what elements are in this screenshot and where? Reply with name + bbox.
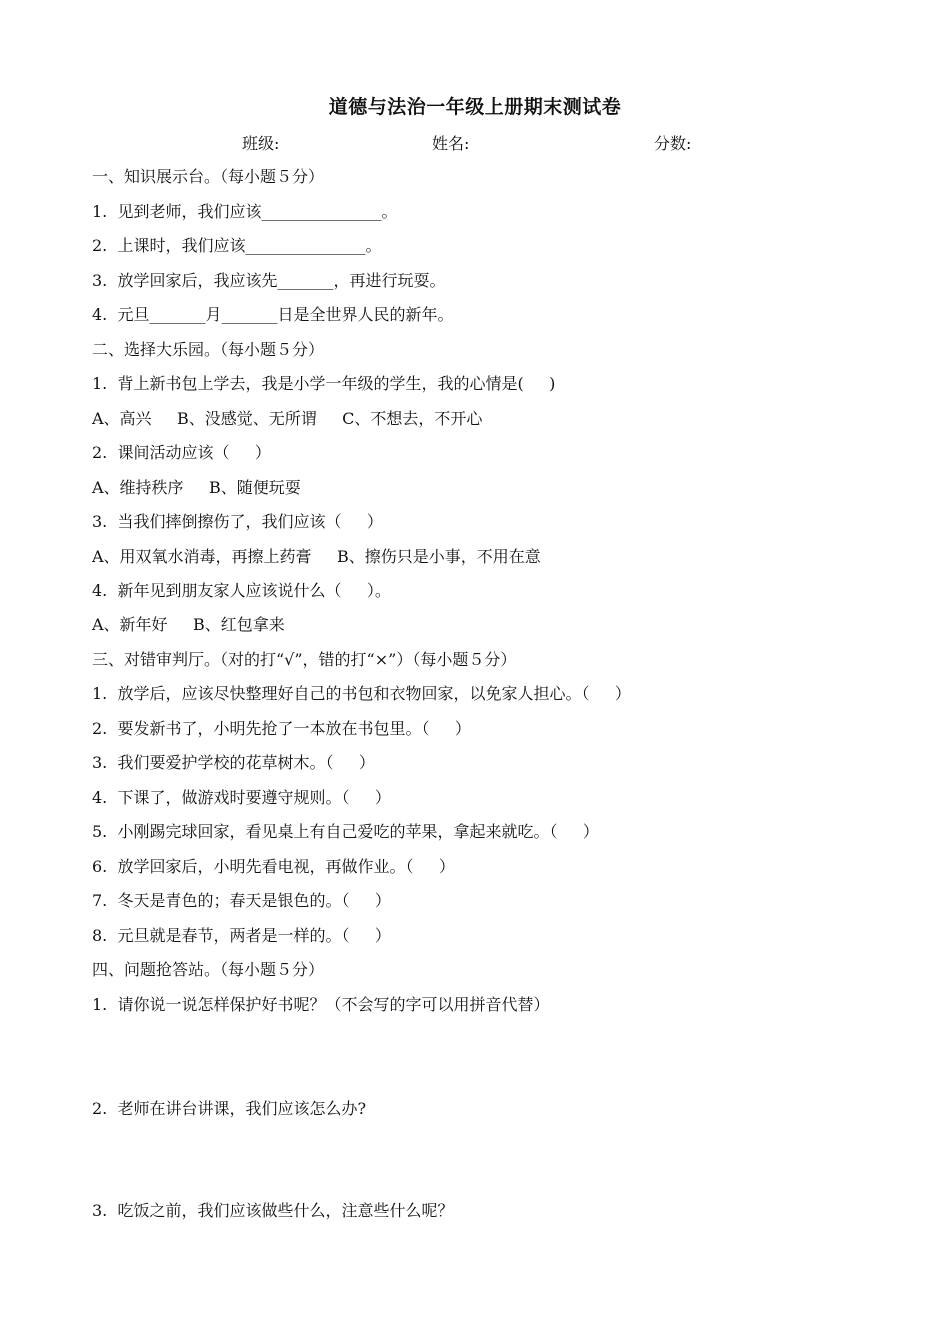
- option-line: A、维持秩序 B、随便玩耍: [92, 478, 301, 497]
- question-line: 4. 下课了，做游戏时要遵守规则。（ ）: [92, 788, 391, 807]
- option-line: A、新年好 B、红包拿来: [92, 615, 285, 634]
- score-label: 分数:: [654, 134, 692, 153]
- question-line: 7. 冬天是青色的；春天是银色的。（ ）: [92, 891, 391, 910]
- question-line: 5. 小刚踢完球回家，看见桌上有自己爱吃的苹果，拿起来就吃。（ ）: [92, 822, 599, 841]
- question-line: 4. 元旦_______月_______日是全世界人民的新年。: [92, 305, 454, 324]
- section-1-heading: 一、知识展示台。（每小题５分）: [92, 167, 325, 186]
- question-line: 2. 上课时，我们应该_______________。: [92, 236, 382, 255]
- question-line: 3. 当我们摔倒擦伤了，我们应该（ ）: [92, 512, 383, 531]
- question-line: 2. 老师在讲台讲课，我们应该怎么办?: [92, 1099, 367, 1118]
- section-4-heading: 四、问题抢答站。（每小题５分）: [92, 960, 325, 979]
- question-line: 3. 吃饭之前，我们应该做些什么，注意些什么呢？: [92, 1201, 454, 1220]
- question-line: 6. 放学回家后，小明先看电视，再做作业。（ ）: [92, 857, 455, 876]
- name-label: 姓名:: [432, 134, 470, 153]
- question-line: 1. 放学后，应该尽快整理好自己的书包和衣物回家，以免家人担心。（ ）: [92, 684, 631, 703]
- question-line: 4. 新年见到朋友家人应该说什么（ ）。: [92, 581, 391, 600]
- question-line: 1. 见到老师，我们应该_______________。: [92, 202, 398, 221]
- question-line: 3. 我们要爱护学校的花草树木。（ ）: [92, 753, 375, 772]
- question-line: 1. 请你说一说怎样保护好书呢？（不会写的字可以用拼音代替）: [92, 995, 550, 1014]
- question-line: 3. 放学回家后，我应该先_______，再进行玩耍。: [92, 271, 446, 290]
- option-line: A、用双氧水消毒，再擦上药膏 B、擦伤只是小事，不用在意: [92, 547, 541, 566]
- section-3-heading: 三、对错审判厅。（对的打“√”，错的打“×”）（每小题５分）: [92, 650, 517, 669]
- question-line: 2. 课间活动应该（ ）: [92, 443, 271, 462]
- option-line: A、高兴 B、没感觉、无所谓 C、不想去，不开心: [92, 409, 483, 428]
- section-2-heading: 二、选择大乐园。（每小题５分）: [92, 340, 325, 359]
- class-label: 班级:: [242, 134, 280, 153]
- question-line: 1. 背上新书包上学去，我是小学一年级的学生，我的心情是( ): [92, 374, 556, 393]
- question-line: 2. 要发新书了，小明先抢了一本放在书包里。（ ）: [92, 719, 471, 738]
- question-line: 8. 元旦就是春节，两者是一样的。（ ）: [92, 926, 391, 945]
- page-title: 道德与法治一年级上册期末测试卷: [328, 96, 622, 118]
